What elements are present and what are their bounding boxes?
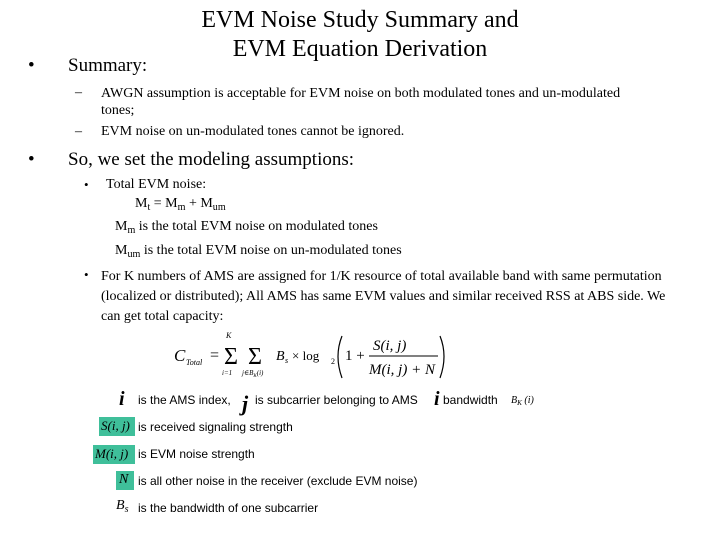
sum1-sigma: Σ [224, 344, 238, 370]
legend-i-text: is the AMS index, [138, 393, 231, 407]
eq-mid: = M [150, 196, 178, 211]
capacity-equation [170, 328, 460, 384]
eq-m-sub: m [177, 202, 186, 214]
legend-b-text: is the bandwidth of one subcarrier [138, 501, 319, 515]
b-main: B [116, 498, 125, 513]
summary-item-1: AWGN assumption is acceptable for EVM noise on both modulated tones and un-modulated tones; [101, 86, 621, 118]
legend-m-text: is EVM noise strength [138, 447, 255, 461]
eq-plus: + M [185, 196, 213, 211]
sum2-bottom-sub: K [253, 374, 257, 379]
eq-bs: B [276, 349, 285, 364]
title-line-2: EVM Equation Derivation [232, 36, 488, 62]
sum2-bottom [241, 369, 264, 379]
summary-label: Summary: [68, 55, 148, 76]
assumptions-label: So, we set the modeling assumptions: [68, 149, 355, 170]
total-bullet: • [84, 177, 89, 192]
sum1-bottom: i=1 [222, 369, 233, 377]
eq-one-plus: 1 + [345, 348, 365, 364]
bk-sub: K [517, 399, 522, 408]
legend-j-symbol: j [242, 391, 249, 416]
mum-symbol: M [115, 243, 128, 258]
legend-m-symbol: M(i, j) [95, 446, 129, 461]
eq-m-symbol: M [135, 196, 148, 211]
mm-definition [115, 219, 378, 236]
summary-dash-1: – [75, 85, 82, 100]
legend-i2-symbol: i [434, 388, 440, 410]
sum2-sigma: Σ [248, 344, 262, 370]
mum-text: is the total EVM noise on un-modulated tones [140, 243, 402, 258]
sum1-top: K [226, 331, 232, 340]
mum-definition [115, 243, 402, 260]
legend-bw-text: bandwidth [443, 393, 498, 407]
summary-bullet: • [28, 55, 35, 76]
legend-b-symbol [116, 498, 129, 515]
mm-text: is the total EVM noise on modulated tones [135, 219, 378, 234]
bk-tail: (i) [521, 395, 534, 406]
title-line-1: EVM Noise Study Summary and [201, 7, 519, 33]
summary-item-2: EVM noise on un-modulated tones cannot be ignored. [101, 124, 405, 139]
paren-right [440, 336, 444, 378]
eq-denominator: M(i, j) + N [369, 362, 435, 378]
legend-i-symbol: i [119, 388, 125, 410]
paren-left [338, 336, 342, 378]
b-sub: s [124, 504, 129, 516]
eq-log-sub: 2 [331, 357, 335, 366]
eq-um-sub: um [212, 202, 226, 214]
legend-bk-symbol [511, 395, 534, 407]
eq-bs-sub: s [285, 356, 289, 365]
k-paragraph: For K numbers of AMS are assigned for 1/K resource of total available band with same permutation (localized or distributed); All AMS has same EVM values and similar received RSS at ABS side. We can get total capacity: [101, 269, 666, 324]
bk-b: B [511, 395, 518, 406]
mm-symbol: M [115, 219, 128, 234]
assumptions-bullet: • [28, 149, 35, 170]
eq-lhs-c: C [174, 346, 186, 365]
sum2-bottom-tail: (i) [256, 369, 264, 377]
total-evm-label: Total EVM noise: [106, 177, 207, 192]
legend-j-text: is subcarrier belonging to AMS [255, 393, 418, 407]
legend-s-text: is received signaling strength [138, 420, 293, 434]
legend-s-symbol: S(i, j) [101, 418, 130, 433]
summary-dash-2: – [75, 124, 82, 139]
legend-n-symbol: N [119, 472, 129, 487]
eq-log: × log [292, 348, 320, 363]
eq-lhs-sub: Total [186, 358, 203, 367]
legend-n-text: is all other noise in the receiver (exclude EVM noise) [138, 474, 418, 488]
eq-numerator: S(i, j) [373, 338, 407, 354]
sum2-bottom-main: j∈B [242, 369, 254, 377]
total-evm-equation [135, 196, 226, 213]
mm-sub: m [127, 225, 136, 237]
eq-t-sub: t [147, 202, 151, 214]
eq-equals: = [210, 347, 220, 364]
k-bullet: • [84, 267, 89, 282]
mum-sub: um [127, 249, 141, 261]
